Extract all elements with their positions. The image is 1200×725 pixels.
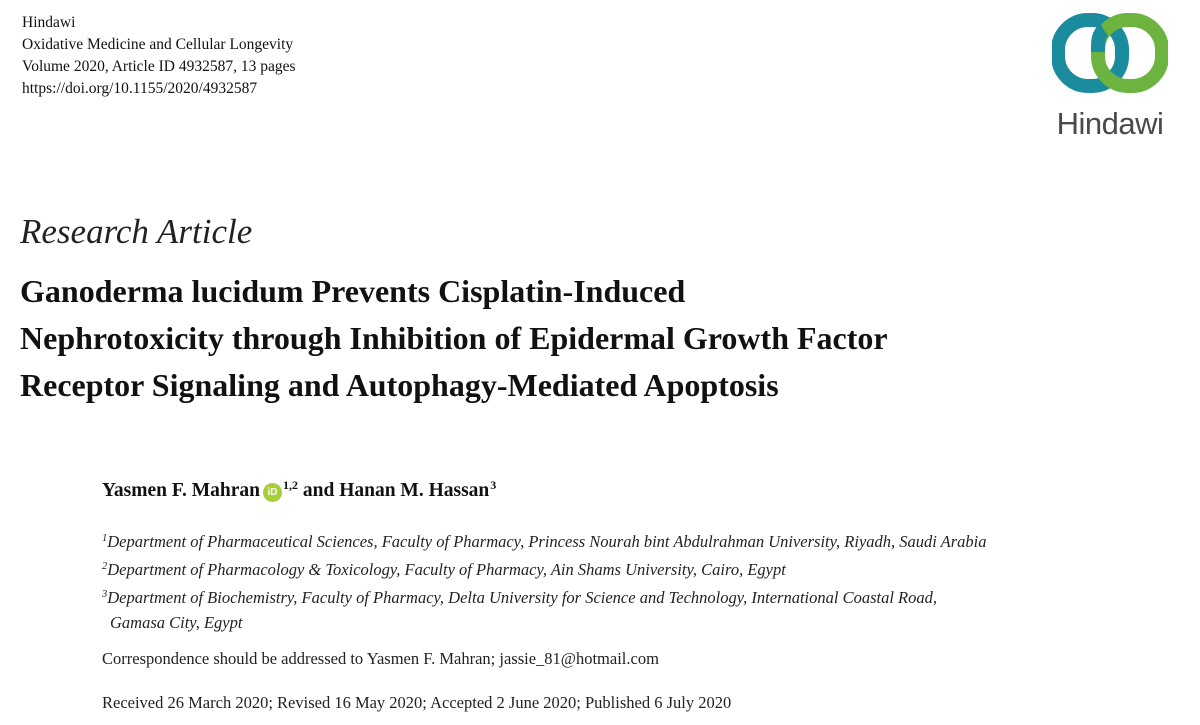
affiliation-number: 1 [102, 533, 108, 544]
affiliation-text: Department of Pharmaceutical Sciences, Faculty of Pharmacy, Princess Nourah bint Abdulrahman University, Riyadh, Saudi Arabia [107, 532, 987, 551]
doi-link[interactable]: https://doi.org/10.1155/2020/4932587 [22, 80, 258, 97]
affiliation-text: Department of Pharmacology & Toxicology, Faculty of Pharmacy, Ain Shams University, Cairo, Egypt [107, 560, 786, 579]
hindawi-rings-icon [1052, 12, 1168, 104]
affiliation-item [102, 554, 987, 582]
affiliation-continuation: Gamasa City, Egypt [110, 613, 243, 632]
affiliation-text: Department of Biochemistry, Faculty of Pharmacy, Delta University for Science and Technology, International Coastal Road, [107, 588, 938, 607]
title-line: Nephrotoxicity through Inhibition of Epidermal Growth Factor [20, 320, 888, 356]
volume-info: Volume 2020, Article ID 4932587, 13 pages [22, 58, 296, 75]
publication-dates: Received 26 March 2020; Revised 16 May 2020; Accepted 2 June 2020; Published 6 July 2020 [102, 693, 732, 712]
article-title [20, 268, 888, 409]
affiliation-item [102, 582, 987, 610]
journal-info [22, 12, 296, 100]
affiliations [102, 526, 987, 635]
article-type: Research Article [20, 212, 253, 251]
affiliation-number: 2 [102, 561, 108, 572]
title-line: Receptor Signaling and Autophagy-Mediated Apoptosis [20, 367, 779, 403]
title-line: Ganoderma lucidum Prevents Cisplatin-Induced [20, 273, 686, 309]
journal-name: Oxidative Medicine and Cellular Longevity [22, 36, 294, 53]
affiliation-number: 3 [102, 589, 108, 600]
author-connector: and [302, 480, 335, 501]
author-affiliation-marker: 3 [490, 478, 497, 492]
author-name: Yasmen F. Mahran [102, 480, 260, 501]
orcid-icon[interactable]: iD [263, 483, 282, 502]
correspondence: Correspondence should be addressed to Yasmen F. Mahran; jassie_81@hotmail.com [102, 649, 659, 668]
author-affiliation-marker: 1,2 [283, 478, 298, 492]
affiliation-item [102, 526, 987, 554]
author-list [102, 478, 496, 502]
hindawi-wordmark: Hindawi [1056, 106, 1164, 141]
author-name: Hanan M. Hassan [339, 480, 490, 501]
hindawi-logo [1046, 12, 1174, 141]
publisher-name: Hindawi [22, 14, 76, 31]
